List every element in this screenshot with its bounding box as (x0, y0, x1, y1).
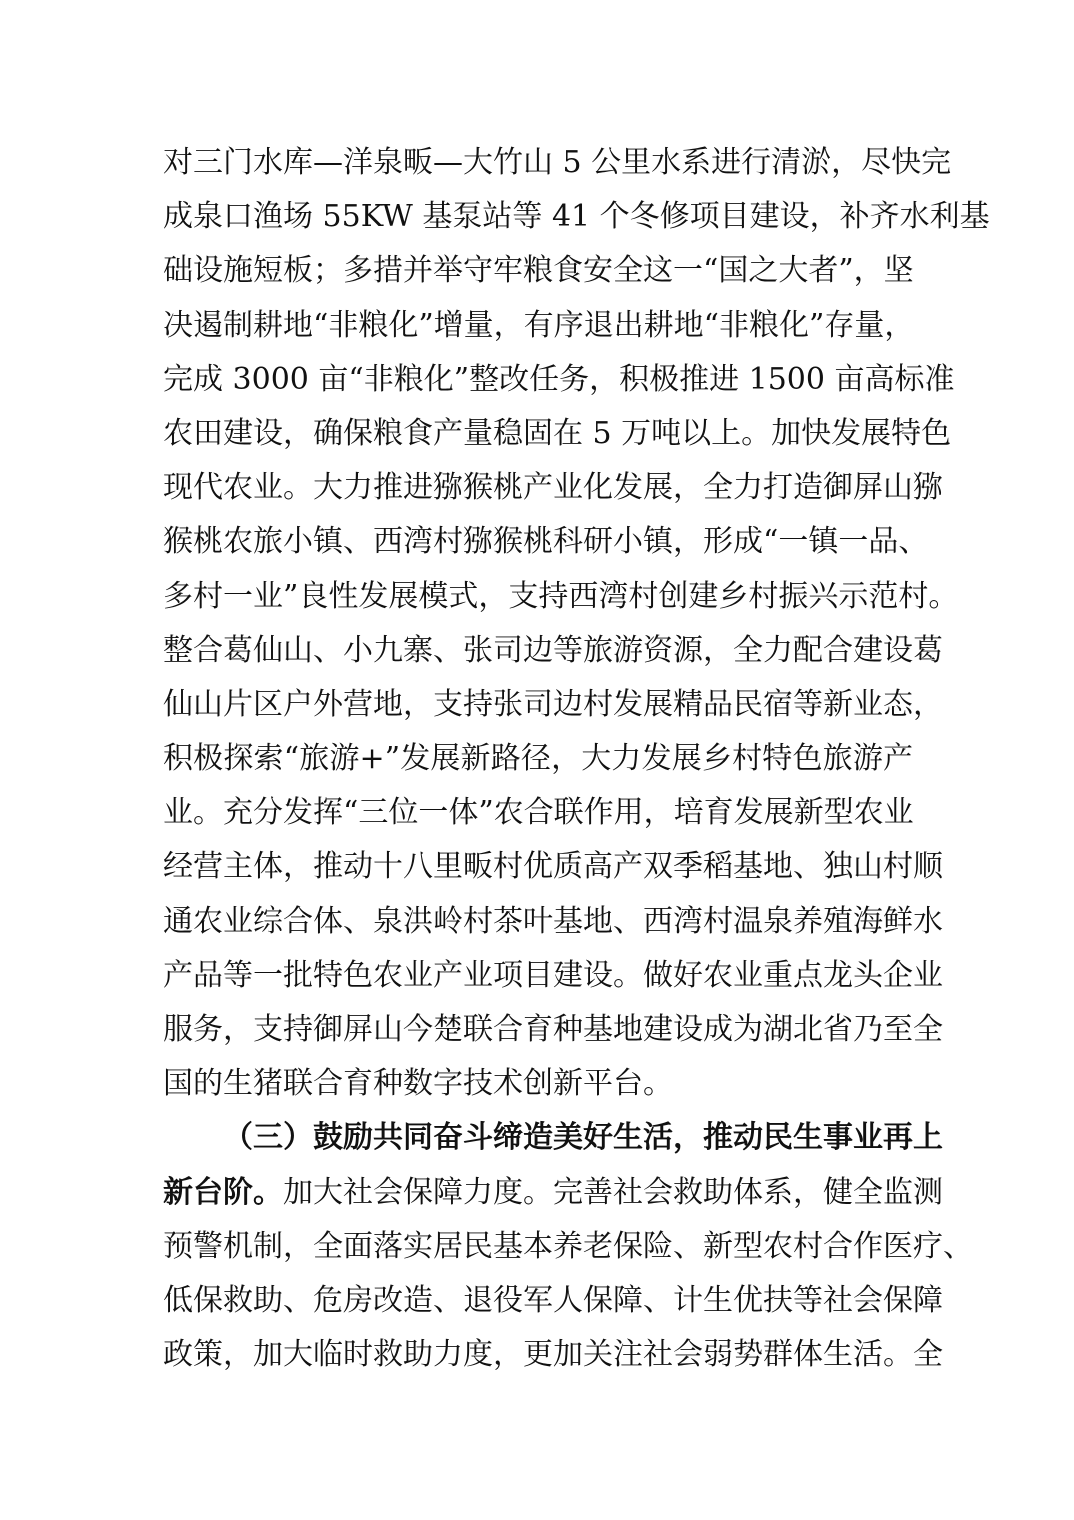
body-text (163, 136, 990, 1382)
line-text: 低保救助、危房改造、退役军人保障、计生优扶等社会保障 (163, 1282, 943, 1318)
text-line (163, 190, 990, 244)
line-text: 农田建设，确保粮食产量稳固在 5 万吨以上。加快发展特色 (163, 415, 952, 451)
text-line (163, 732, 913, 786)
text-line (163, 786, 913, 840)
line-text: 决遏制耕地“非粮化”增量，有序退出耕地“非粮化”存量， (163, 307, 915, 343)
line-text: 成泉口渔场 55KW 基泵站等 41 个冬修项目建设，补齐水利基 (163, 199, 990, 235)
line-text: 通农业综合体、泉洪岭村茶叶基地、西湾村温泉养殖海鲜水 (163, 903, 943, 939)
paragraph-end-line (163, 1057, 913, 1111)
text-line (163, 1003, 943, 1057)
line-text: 现代农业。大力推进猕猴桃产业化发展，全力打造御屏山猕 (163, 470, 943, 506)
text-line (163, 678, 943, 732)
line-text: 产品等一批特色农业产业项目建设。做好农业重点龙头企业 (163, 957, 943, 993)
text-line (163, 515, 929, 569)
section-heading-text: 新台阶。 (163, 1174, 283, 1210)
text-line (163, 136, 952, 190)
text-line (163, 949, 943, 1003)
text-line (163, 624, 943, 678)
text-line (163, 895, 943, 949)
line-text: 仙山片区户外营地，支持张司边村发展精品民宿等新业态， (163, 686, 943, 722)
text-line (163, 461, 943, 515)
section-heading-text: （三）鼓励共同奋斗缔造美好生活，推动民生事业再上 (223, 1120, 943, 1156)
text-line (163, 570, 959, 624)
text-line (163, 1220, 973, 1274)
line-text: 政策，加大临时救助力度，更加关注社会弱势群体生活。全 (163, 1337, 943, 1373)
line-text: 预警机制，全面落实居民基本养老保险、新型农村合作医疗、 (163, 1228, 973, 1264)
line-text: 经营主体，推动十八里畈村优质高产双季稻基地、独山村顺 (163, 849, 943, 885)
text-line (163, 299, 913, 353)
line-text: 多村一业”良性发展模式，支持西湾村创建乡村振兴示范村。 (163, 578, 959, 614)
line-text: 国的生猪联合育种数字技术创新平台。 (163, 1066, 673, 1102)
text-line (163, 840, 943, 894)
line-text: 对三门水库—洋泉畈—大竹山 5 公里水系进行清淤，尽快完 (163, 145, 952, 180)
line-text: 积极探索“旅游+”发展新路径，大力发展乡村特色旅游产 (163, 741, 913, 777)
line-text: 业。充分发挥“三位一体”农合联作用，培育发展新型农业 (163, 795, 914, 831)
text-line (163, 244, 913, 298)
text-line (163, 353, 955, 407)
line-text: 整合葛仙山、小九寨、张司边等旅游资源，全力配合建设葛 (163, 632, 943, 668)
section-heading-line (163, 1111, 943, 1165)
line-text: 服务，支持御屏山今楚联合育种基地建设成为湖北省乃至全 (163, 1012, 943, 1047)
line-text: 完成 3000 亩“非粮化”整改任务，积极推进 1500 亩高标准 (163, 361, 955, 397)
text-line (163, 1274, 943, 1328)
text-line (163, 1166, 943, 1220)
line-text: 加大社会保障力度。完善社会救助体系，健全监测 (283, 1174, 943, 1210)
line-text: 猴桃农旅小镇、西湾村猕猴桃科研小镇，形成“一镇一品、 (163, 524, 929, 560)
line-text: 础设施短板；多措并举守牢粮食安全这一“国之大者”，坚 (163, 253, 914, 289)
text-line (163, 1328, 943, 1382)
text-line (163, 407, 952, 461)
